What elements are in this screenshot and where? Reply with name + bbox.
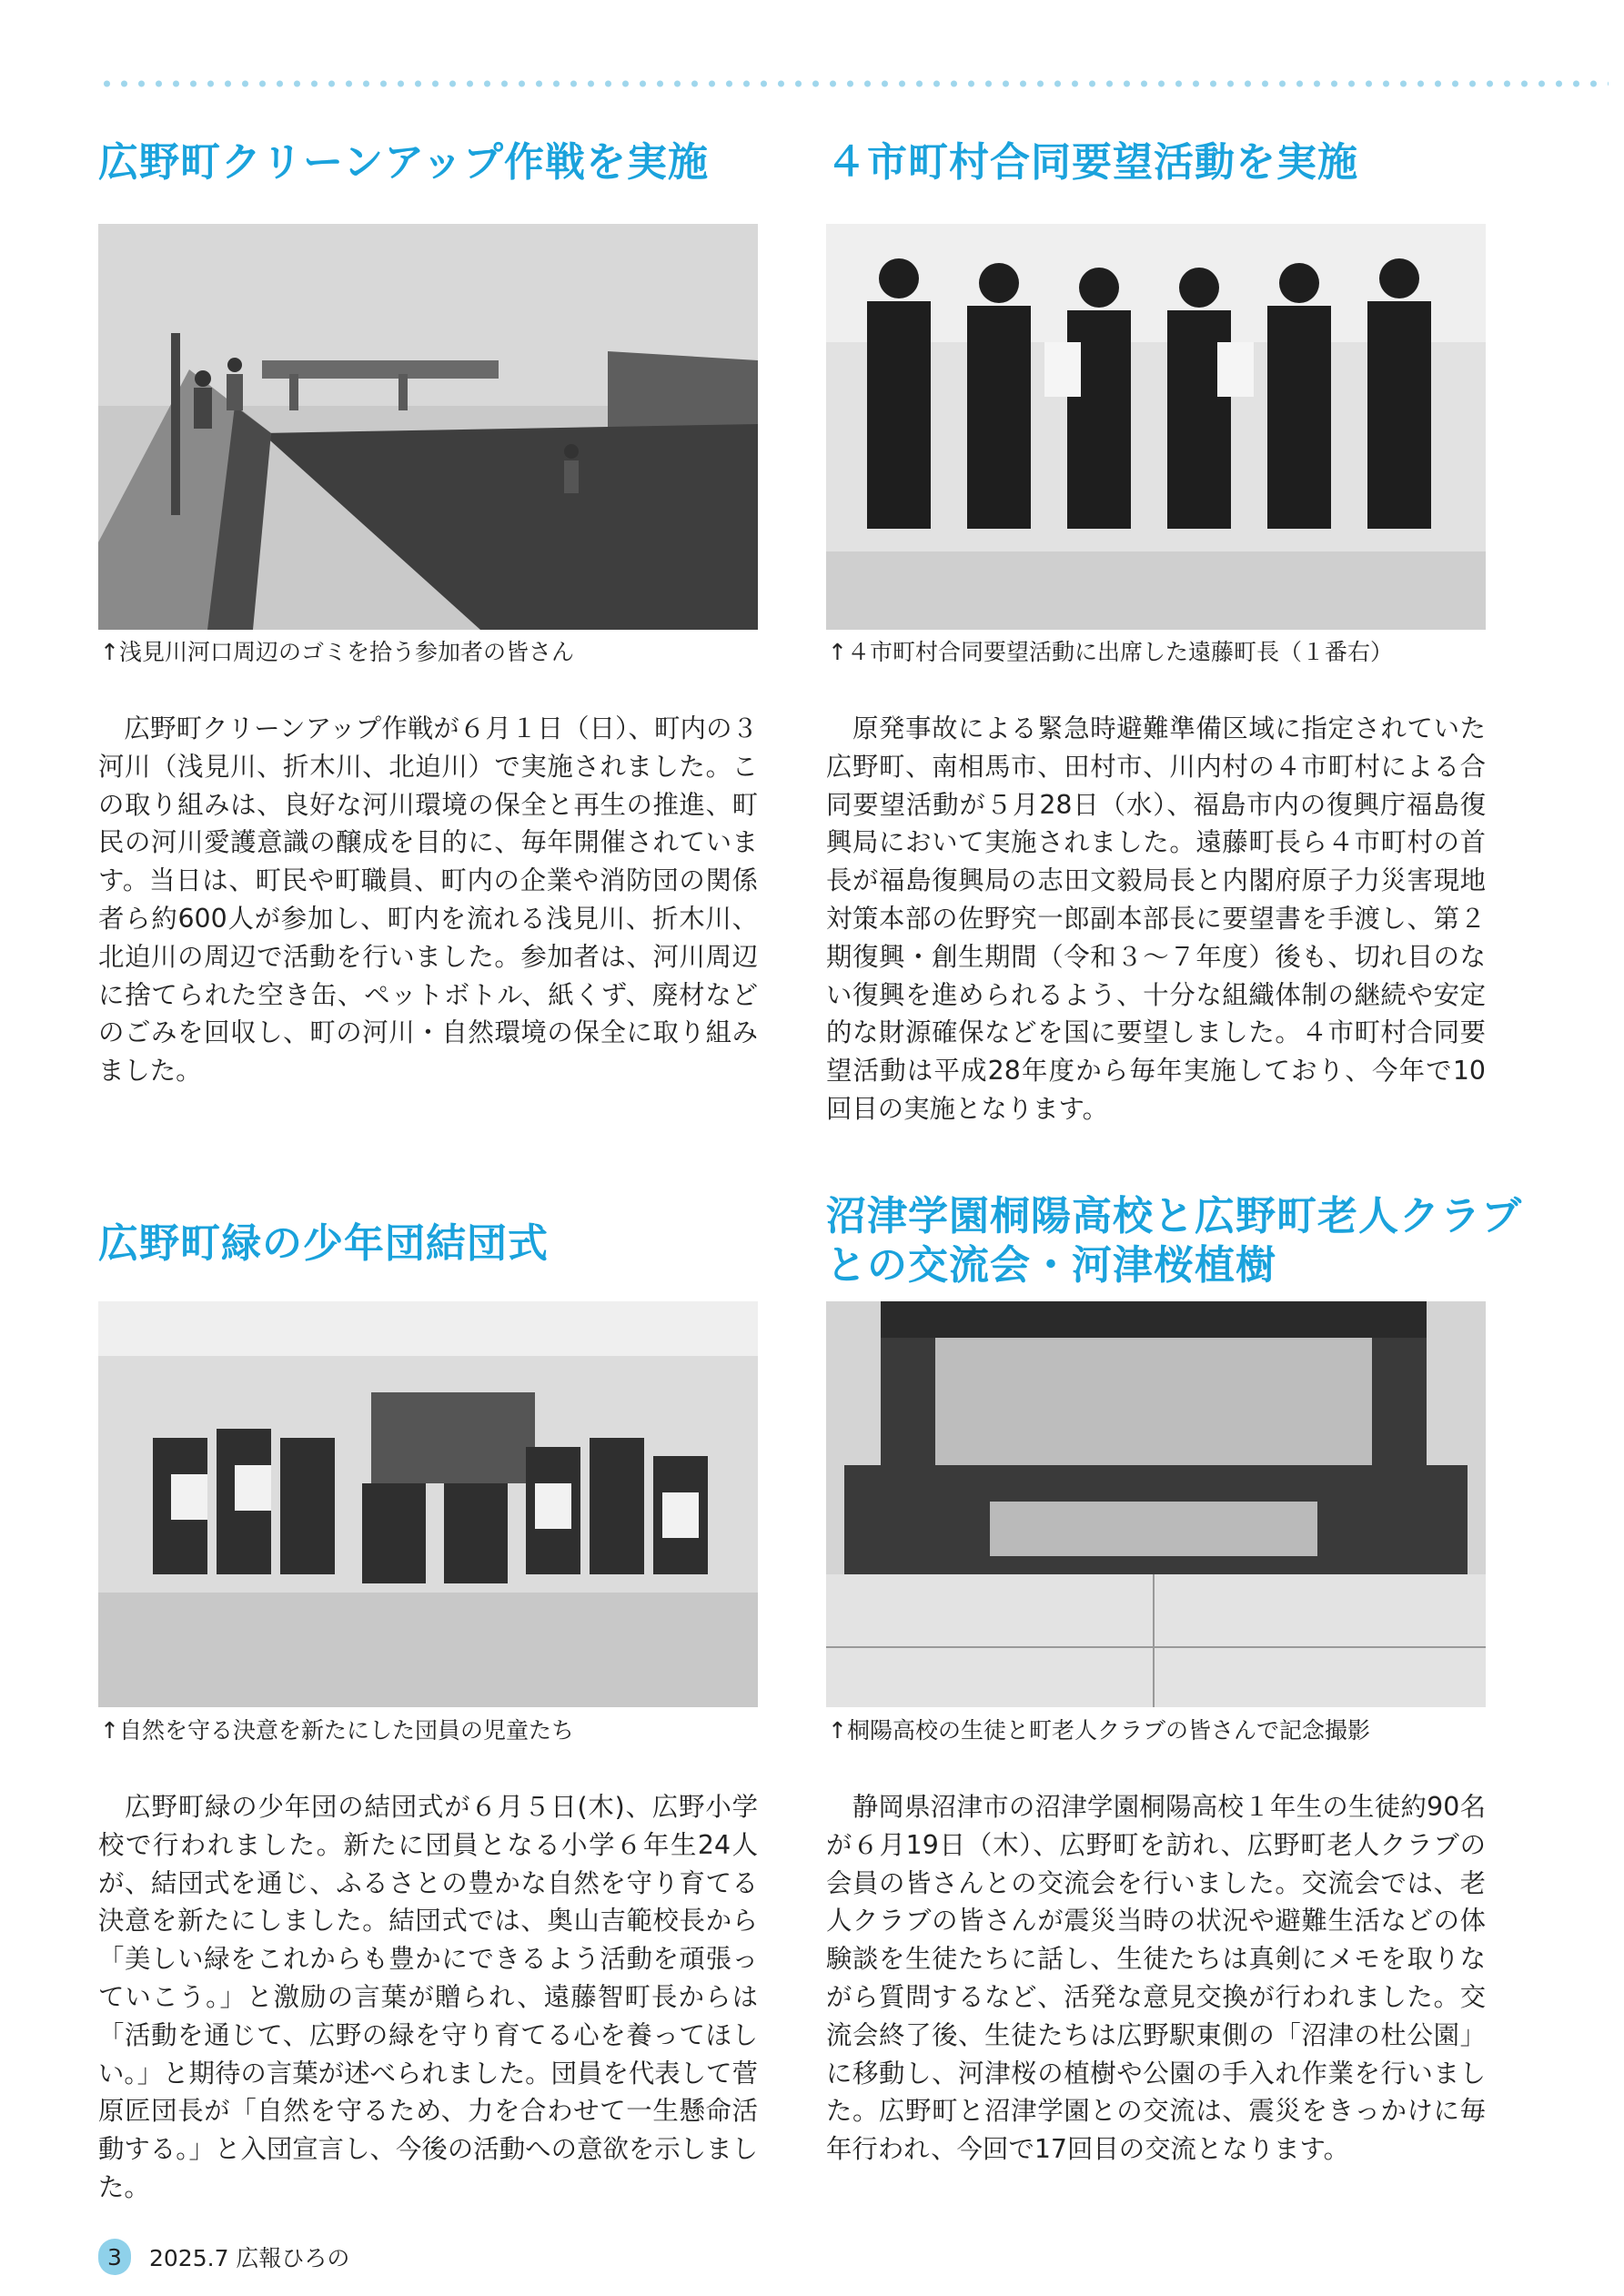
- article-1-title: 広野町クリーンアップ作戦を実施: [98, 139, 710, 186]
- article-1-caption: ↑浅見川河口周辺のゴミを拾う参加者の皆さん: [100, 639, 574, 665]
- dotted-top-border: [98, 78, 1609, 89]
- article-4-body: 静岡県沼津市の沼津学園桐陽高校１年生の生徒約90名が６月19日（木）、広野町を訪れ、広野町老人クラブの会員の皆さんとの交流会を行いました。交流会では、老人クラブの皆さんが震災当時の状況や避難生活などの体験談を生徒たちに話し、生徒たちは真剣にメモを取りながら質問するなど、活発な意見交換が行われました。交流会終了後、生徒たちは広野駅東側の「沼津の杜公園」に移動し、河津桜の植樹や公園の手入れ作業を行いました。広野町と沼津学園との交流は、震災をきっかけに毎年行われ、今回で17回目の交流となります。: [826, 1792, 1486, 2165]
- article-3-title: 広野町緑の少年団結団式: [98, 1220, 549, 1267]
- issue-label: 2025.7 広報ひろの: [149, 2245, 350, 2271]
- article-4-title: [826, 1192, 1522, 1290]
- article-1-body: 広野町クリーンアップ作戦が６月１日（日）、町内の３河川（浅見川、折木川、北迫川）で実施されました。この取り組みは、良好な河川環境の保全と再生の推進、町民の河川愛護意識の醸成を目的に、毎年開催されています。当日は、町民や町職員、町内の企業や消防団の関係者ら約600人が参加し、町内を流れる浅見川、折木川、北迫川の周辺で活動を行いました。参加者は、河川周辺に捨てられた空き缶、ペットボトル、紙くず、廃材などのごみを回収し、町の河川・自然環境の保全に取り組みました。: [98, 713, 758, 1087]
- article-4-photo: [826, 1301, 1486, 1707]
- article-1-photo: [98, 224, 758, 630]
- article-4-title-line1: 沼津学園桐陽高校と広野町老人クラブ: [826, 1193, 1522, 1239]
- page-number-badge: 3: [98, 2239, 131, 2275]
- article-4-title-line2: との交流会・河津桜植樹: [826, 1242, 1276, 1289]
- article-2-body: 原発事故による緊急時避難準備区域に指定されていた広野町、南相馬市、田村市、川内村の４市町村による合同要望活動が５月28日（水）、福島市内の復興庁福島復興局において実施されました。遠藤町長ら４市町村の首長が福島復興局の志田文毅局長と内閣府原子力災害現地対策本部の佐野究一郎副本部長に要望書を手渡し、第２期復興・創生期間（令和３～７年度）後も、切れ目のない復興を進められるよう、十分な組織体制の継続や安定的な財源確保などを国に要望しました。４市町村合同要望活動は平成28年度から毎年実施しており、今年で10回目の実施となります。: [826, 713, 1486, 1124]
- article-2-title: ４市町村合同要望活動を実施: [826, 139, 1358, 186]
- article-3-body: 広野町緑の少年団の結団式が６月５日(木)、広野小学校で行われました。新たに団員となる小学６年生24人が、結団式を通じ、ふるさとの豊かな自然を守り育てる決意を新たにしました。結団式では、奥山吉範校長から「美しい緑をこれからも豊かにできるよう活動を頑張っていこう。」と激励の言葉が贈られ、遠藤智町長からは「活動を通じて、広野の緑を守り育てる心を養ってほしい。」と期待の言葉が述べられました。団員を代表して菅原匠団長が「自然を守るため、力を合わせて一生懸命活動する。」と入団宣言し、今後の活動への意欲を示しました。: [98, 1792, 758, 2202]
- article-3-caption: ↑自然を守る決意を新たにした団員の児童たち: [100, 1717, 574, 1744]
- article-2-caption: ↑４市町村合同要望活動に出席した遠藤町長（１番右）: [828, 639, 1393, 665]
- article-2-photo: [826, 224, 1486, 630]
- article-4-caption: ↑桐陽高校の生徒と町老人クラブの皆さんで記念撮影: [828, 1717, 1370, 1744]
- article-3-photo: [98, 1301, 758, 1707]
- page-footer: [98, 2239, 349, 2275]
